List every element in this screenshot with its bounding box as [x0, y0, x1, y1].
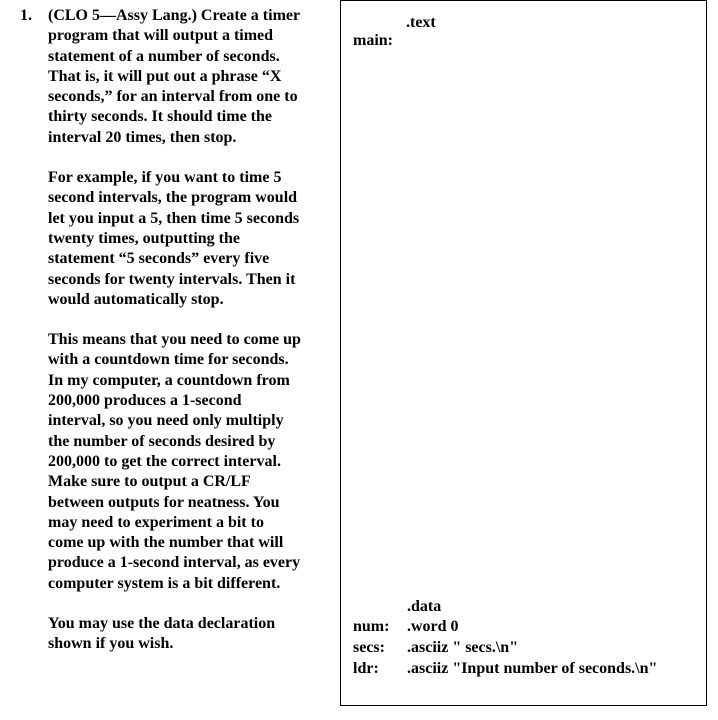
text-directive: .text [406, 14, 436, 31]
question-paragraph-intro: (CLO 5—Assy Lang.) Create a timer program that will output a timed statement of a number of seconds. That is, it will put out a phrase “X seconds,” for an interval from one to thirty seconds. It should time the interval 20 times, then stop. [48, 7, 301, 146]
question-text [48, 6, 333, 655]
num-label: num: [353, 618, 390, 635]
ldr-label: ldr: [353, 660, 379, 677]
secs-declaration: .asciiz " secs.\n" [407, 639, 519, 656]
ldr-declaration: .asciiz "Input number of seconds.\n" [407, 660, 658, 677]
num-declaration: .word 0 [407, 618, 459, 635]
question-paragraph-example: For example, if you want to time 5 second intervals, the program would let you input a 5, then time 5 seconds twenty times, outputting the statement “5 seconds” every five seconds for twenty intervals. Then it would automatically stop. [48, 169, 300, 308]
main-label: main: [353, 32, 393, 49]
question-number: 1. [20, 7, 32, 24]
secs-label: secs: [353, 639, 385, 656]
answer-box [340, 0, 707, 706]
question-paragraph-data-note: You may use the data declaration shown if you wish. [48, 615, 276, 653]
data-directive: .data [407, 598, 442, 615]
question-paragraph-countdown: This means that you need to come up with a countdown time for seconds. In my computer, a countdown from 200,000 produces a 1-second interval, so you need only multiply the number of seconds desired by 200,000 to get the correct interval. Make sure to output a CR/LF between outputs for neatness. You may need to experiment a bit to come up with the number that will produce a 1-second interval, as every computer system is a bit different. [48, 331, 301, 592]
